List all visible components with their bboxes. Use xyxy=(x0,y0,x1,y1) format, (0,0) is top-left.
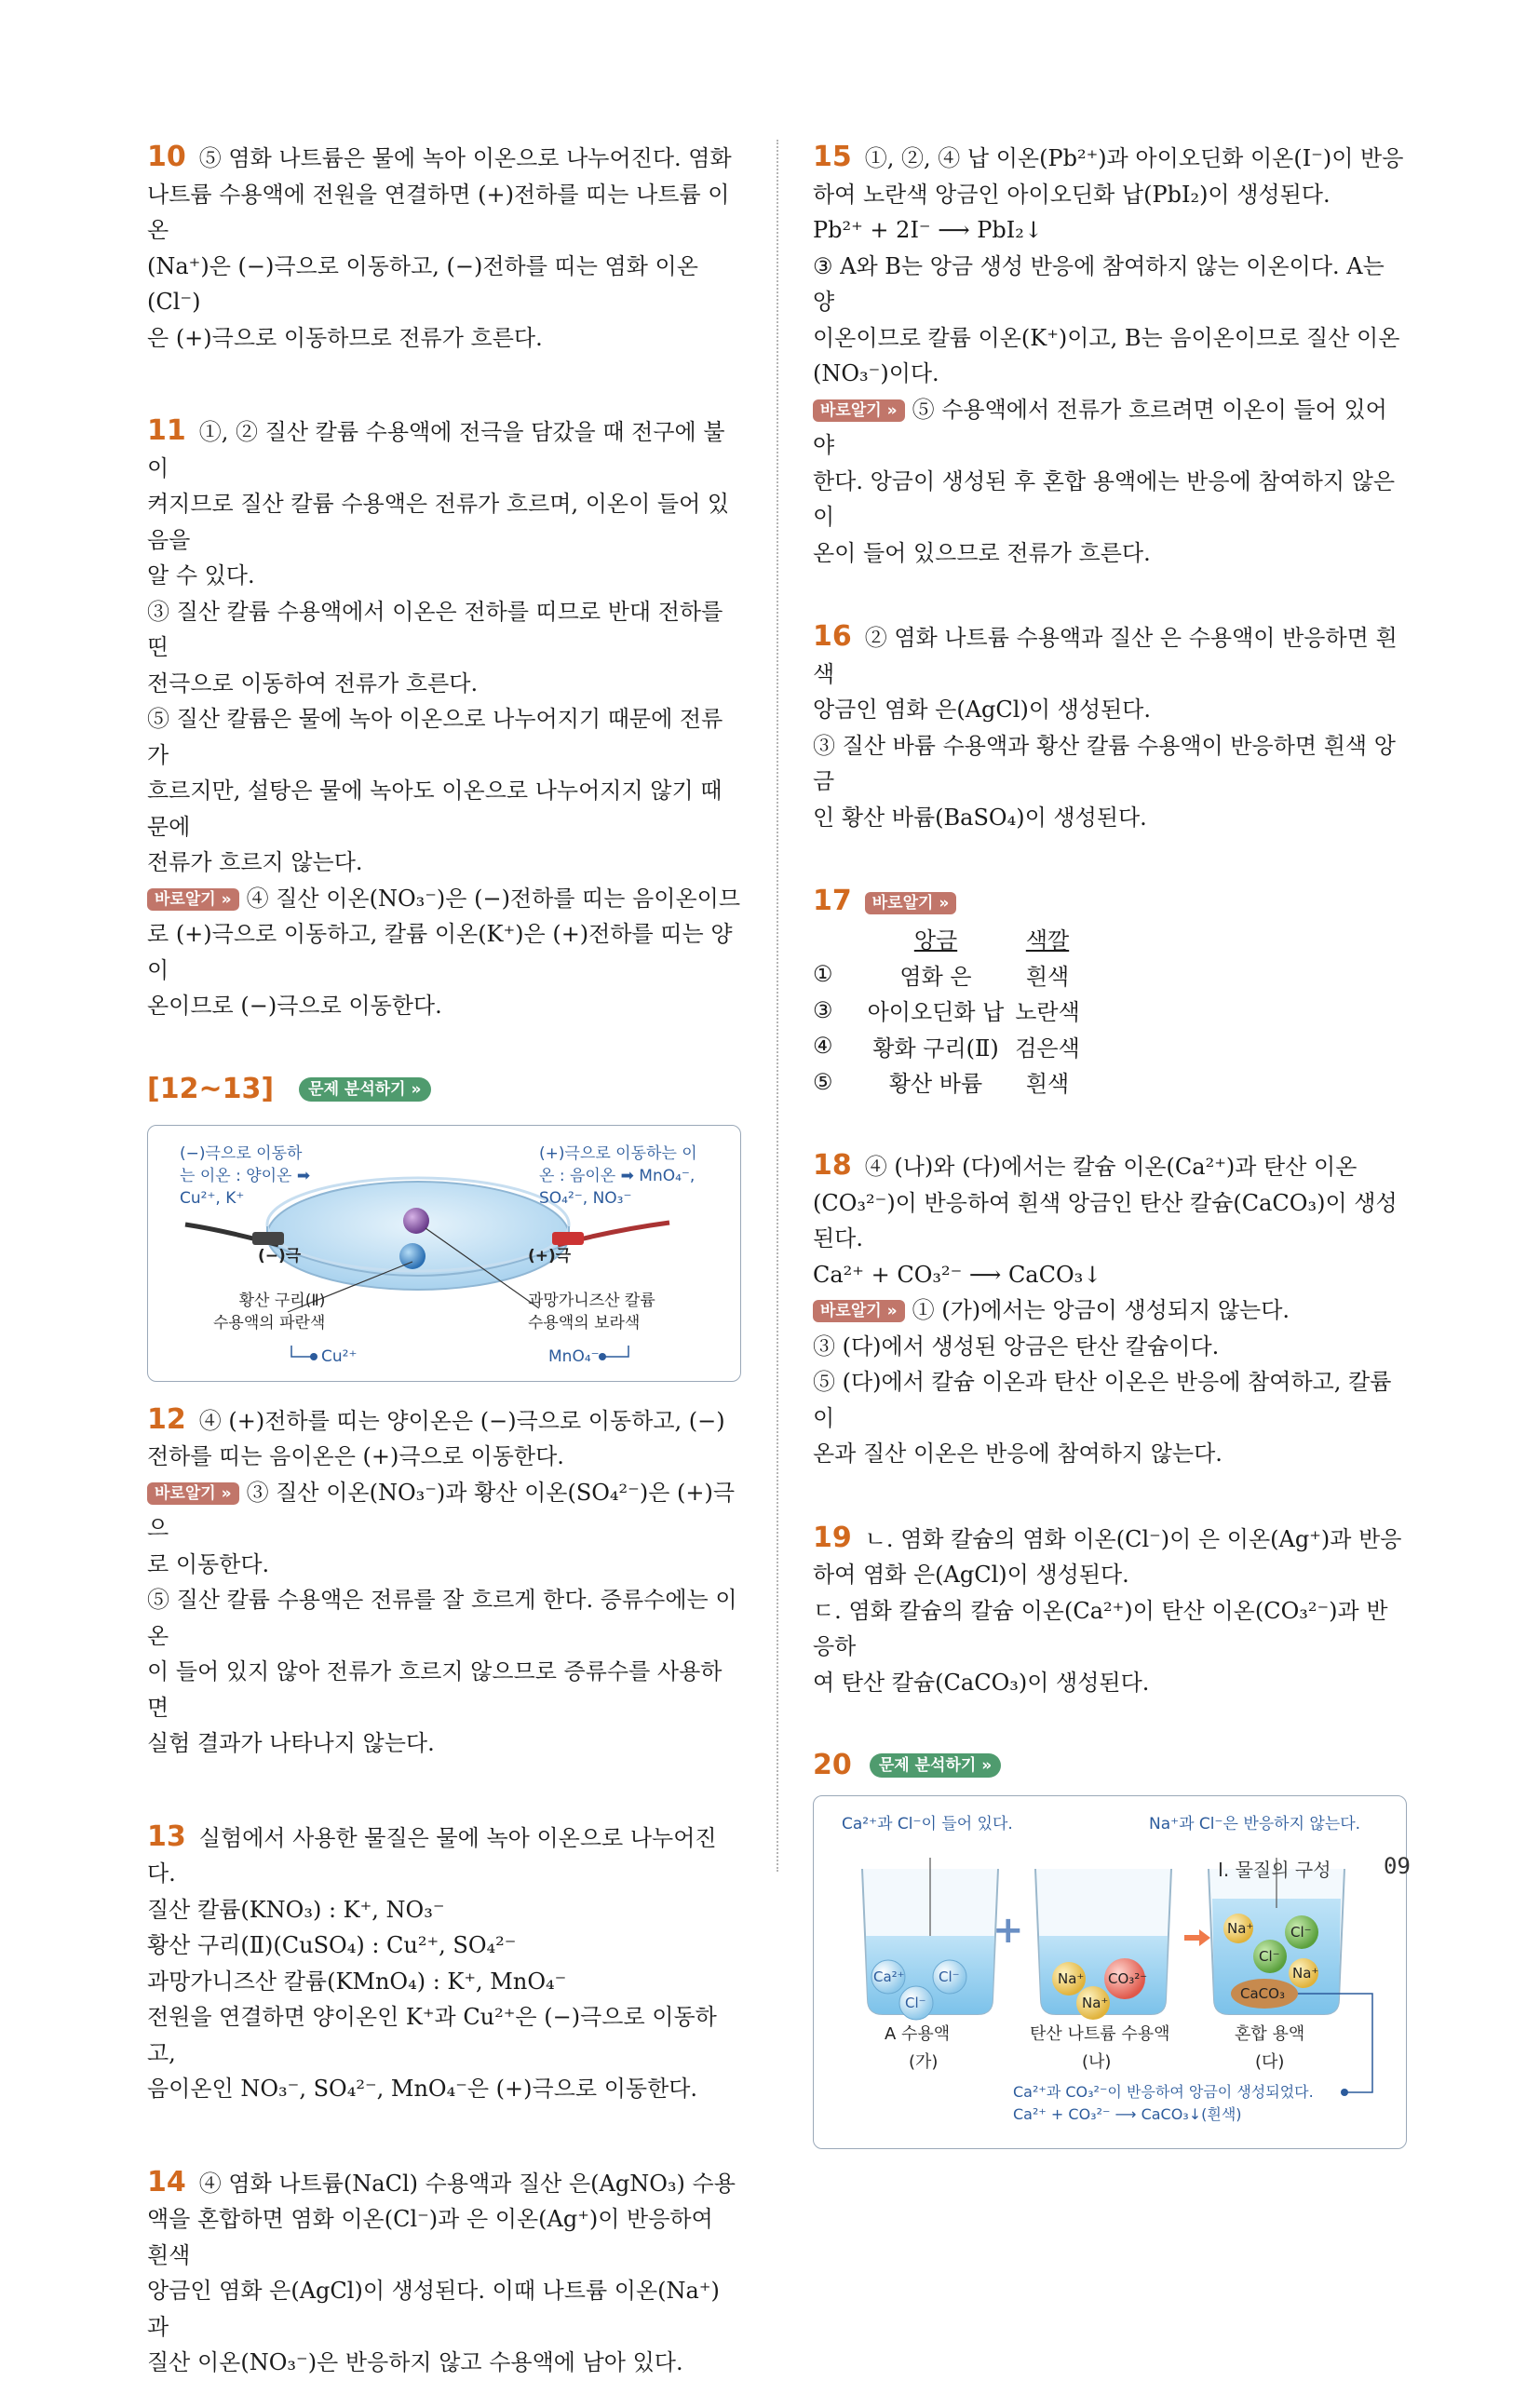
answer-19: 19 ㄴ. 염화 칼슘의 염화 이온(Cl⁻)이 은 이온(Ag⁺)과 반응 하여 염화 은(AgCl)이 생성된다. ㄷ. 염화 칼슘의 칼슘 이온(Ca²⁺)이 탄산 이온(CO₃²⁻)과 반응하 여 탄산 칼슘(CaCO₃)이 생성된다. xyxy=(813,1521,1402,1696)
top-left-note: (−)극으로 이동하 는 이온 : 양이온 ➡ Cu²⁺, K⁺ xyxy=(180,1143,311,1208)
ion-label: Cl⁻ xyxy=(905,1995,926,2011)
answer-13: 13 실험에서 사용한 물질은 물에 녹아 이온으로 나누어진다. 질산 칼륨(KNO₃) : K⁺, NO₃⁻ 황산 구리(Ⅱ)(CuSO₄) : Cu²⁺, SO₄²⁻ 과망가니즈산 칼륨(KMnO₄) : K⁺, MnO₄⁻ 전원을 연결하면 양이온인 K⁺과 Cu²⁺은 (−)극으로 이동하고, 음이온인 NO₃⁻, SO₄²⁻, MnO₄⁻은 (+)극으로 이동한다. xyxy=(147,1820,717,2102)
header-precipitate: 앙금 xyxy=(913,927,958,954)
beaker-a-note: Ca²⁺과 Cl⁻이 들어 있다. xyxy=(842,1815,1013,1833)
beaker-c-note: Na⁺과 Cl⁻은 반응하지 않는다. xyxy=(1149,1815,1361,1833)
permanganate-ion-label: MnO₄⁻ xyxy=(548,1346,600,1366)
top-right-note: (+)극으로 이동하는 이 온 : 음이온 ➡ MnO₄⁻, SO₄²⁻, NO₃⁻ xyxy=(539,1143,697,1208)
positive-pole-label: (+)극 xyxy=(528,1246,572,1265)
right-column xyxy=(813,140,1407,2149)
copper-sulfate-label: 황산 구리(Ⅱ) 수용액의 파란색 xyxy=(213,1291,326,1333)
beaker-b-mark: (나) xyxy=(1082,2052,1112,2072)
answer-16: 16 ② 염화 나트륨 수용액과 질산 은 수용액이 반응하면 흰색 앙금인 염화 은(AgCl)이 생성된다. ③ 질산 바륨 수용액과 황산 칼륨 수용액이 반응하면 흰색 앙금 인 황산 바륨(BaSO₄)이 생성된다. xyxy=(813,620,1398,831)
answer-12: 12 ④ (+)전하를 띠는 양이온은 (−)극으로 이동하고, (−) 전하를 띠는 음이온은 (+)극으로 이동한다. 바로알기 » ③ 질산 이온(NO₃⁻)과 황산 이온(SO₄²⁻)은 (+)극으 로 이동한다. ⑤ 질산 칼륨 수용액은 전류를 잘 흐르게 한다. 증류수에는 이온 이 들어 있지 않아 전류가 흐르지 않으므로 증류수를 사용하면 실험 결과가 나타나지 않는다. xyxy=(147,1402,737,1756)
beaker-c-label: 혼합 용액 xyxy=(1235,2024,1305,2044)
column-divider xyxy=(777,140,778,1872)
ion-label: Na⁺ xyxy=(1292,1965,1319,1982)
analysis-tag: 문제 분석하기 » xyxy=(870,1753,1001,1778)
answer-17: 17 바로알기 » 앙금 색깔 ① 염화 은 흰색 ③ 아이오딘화 납 노란색 ④ 황화 구리(Ⅱ) 검은색 ⑤ 황산 바륨 흰색 xyxy=(813,884,1407,1100)
left-column xyxy=(147,140,741,2381)
answer-10: 10 ⑤ 염화 나트륨은 물에 녹아 이온으로 나누어진다. 염화 나트륨 수용액에 전원을 연결하면 (+)전하를 띠는 나트륨 이온 (Na⁺)은 (−)극으로 이동하고, (−)전하를 띠는 염화 이온(Cl⁻) 은 (+)극으로 이동하므로 전류가 흐른다. xyxy=(147,141,732,351)
permanganate-label: 과망가니즈산 칼륨 수용액의 보라색 xyxy=(528,1291,655,1333)
reaction-equation: Ca²⁺ + CO₃²⁻ ⟶ CaCO₃↓(흰색) xyxy=(1013,2105,1242,2123)
answer-15: 15 ①, ②, ④ 납 이온(Pb²⁺)과 아이오딘화 이온(I⁻)이 반응 하여 노란색 앙금인 아이오딘화 납(PbI₂)이 생성된다. Pb²⁺ + 2I⁻ ⟶ PbI₂↓ ③ A와 B는 앙금 생성 반응에 참여하지 않는 이온이다. A는 양 이온이므로 칼륨 이온(K⁺)이고, B는 음이온이므로 질산 이온 (NO₃⁻)이다. 바로알기 » ⑤ 수용액에서 전류가 흐르려면 이온이 들어 있어야 한다. 앙금이 생성된 후 혼합 용액에는 반응에 참여하지 않은 이 온이 들어 있으므로 전류가 흐른다. xyxy=(813,141,1404,566)
electrolysis-diagram xyxy=(147,1125,741,1382)
barolgi-tag: 바로알기 » xyxy=(865,892,957,914)
barolgi-tag: 바로알기 » xyxy=(813,1300,905,1322)
beaker-a-label: A 수용액 xyxy=(885,2024,951,2044)
beaker-a-mark: (가) xyxy=(909,2052,939,2072)
ion-label: Na⁺ xyxy=(1058,1970,1085,1987)
barolgi-tag: 바로알기 » xyxy=(813,399,905,422)
answer-18: 18 ④ (나)와 (다)에서는 칼슘 이온(Ca²⁺)과 탄산 이온 (CO₃²⁻)이 반응하여 흰색 앙금인 탄산 칼슘(CaCO₃)이 생성된다. Ca²⁺ + CO₃²⁻ ⟶ CaCO₃↓ 바로알기 » ① (가)에서는 앙금이 생성되지 않는다. ③ (다)에서 생성된 앙금은 탄산 칼슘이다. ⑤ (다)에서 칼슘 이온과 탄산 이온은 반응에 참여하고, 칼륨 이 온과 질산 이온은 반응에 참여하지 않는다. xyxy=(813,1149,1398,1467)
ion-label: Cl⁻ xyxy=(1259,1948,1280,1965)
ion-label: CO₃²⁻ xyxy=(1108,1970,1148,1987)
ion-label: Na⁺ xyxy=(1227,1920,1254,1937)
negative-pole-label: (−)극 xyxy=(258,1246,302,1265)
section-12-13-header: [12~13] 문제 분석하기 » xyxy=(147,1073,741,1116)
answer-11: 11 ①, ② 질산 칼륨 수용액에 전극을 담갔을 때 전구에 불이 켜지므로 질산 칼륨 수용액은 전류가 흐르며, 이온이 들어 있음을 알 수 있다. ③ 질산 칼륨 수용액에서 이온은 전하를 띠므로 반대 전하를 띤 전극으로 이동하여 전류가 흐른다. ⑤ 질산 칼륨은 물에 녹아 이온으로 나누어지기 때문에 전류가 흐르지만, 설탕은 물에 녹아도 이온으로 나누어지지 않기 때문에 전류가 흐르지 않는다. 바로알기 » ④ 질산 이온(NO₃⁻)은 (−)전하를 띠는 음이온이므 로 (+)극으로 이동하고, 칼륨 이온(K⁺)은 (+)전하를 띠는 양이 온이므로 (−)극으로 이동한다. xyxy=(147,414,741,1019)
precipitate-table xyxy=(813,921,1085,1101)
purple-ion xyxy=(403,1208,429,1234)
table-row: ④ 황화 구리(Ⅱ) 검은색 xyxy=(813,1033,1080,1062)
ion-label: Ca²⁺ xyxy=(873,1968,905,1985)
beaker-c-mark: (다) xyxy=(1255,2052,1285,2072)
answer-20-header: 20 문제 분석하기 » xyxy=(813,1749,1407,1790)
ion-label: Na⁺ xyxy=(1082,1995,1109,2011)
reaction-note: Ca²⁺과 CO₃²⁻이 반응하여 앙금이 생성되었다. xyxy=(1013,2083,1314,2101)
copper-ion-label: Cu²⁺ xyxy=(321,1346,358,1366)
header-color: 색깔 xyxy=(1025,927,1070,954)
answer-14: 14 ④ 염화 나트륨(NaCl) 수용액과 질산 은(AgNO₃) 수용 액을 혼합하면 염화 이온(Cl⁻)과 은 이온(Ag⁺)이 반응하여 흰색 앙금인 염화 은(AgCl)이 생성된다. 이때 나트륨 이온(Na⁺)과 질산 이온(NO₃⁻)은 반응하지 않고 수용액에 남아 있다. xyxy=(147,2165,736,2375)
barolgi-tag: 바로알기 » xyxy=(147,1482,239,1505)
table-row: ③ 아이오딘화 납 노란색 xyxy=(813,996,1080,1026)
plus-sign: + xyxy=(993,1909,1024,1952)
beaker-b-label: 탄산 나트륨 수용액 xyxy=(1030,2024,1170,2044)
analysis-tag: 문제 분석하기 » xyxy=(299,1077,430,1102)
precipitation-diagram xyxy=(813,1795,1407,2149)
table-row: ⑤ 황산 바륨 흰색 xyxy=(813,1068,1070,1098)
ion-label: Cl⁻ xyxy=(1290,1924,1312,1941)
ion-label: Cl⁻ xyxy=(939,1968,960,1985)
precipitate-label: CaCO₃ xyxy=(1240,1985,1285,2002)
page-number: 09 xyxy=(1384,1853,1411,1879)
barolgi-tag: 바로알기 » xyxy=(147,888,239,911)
footer-section: Ⅰ. 물질의 구성 xyxy=(1218,1859,1331,1881)
table-row: ① 염화 은 흰색 xyxy=(813,961,1070,990)
